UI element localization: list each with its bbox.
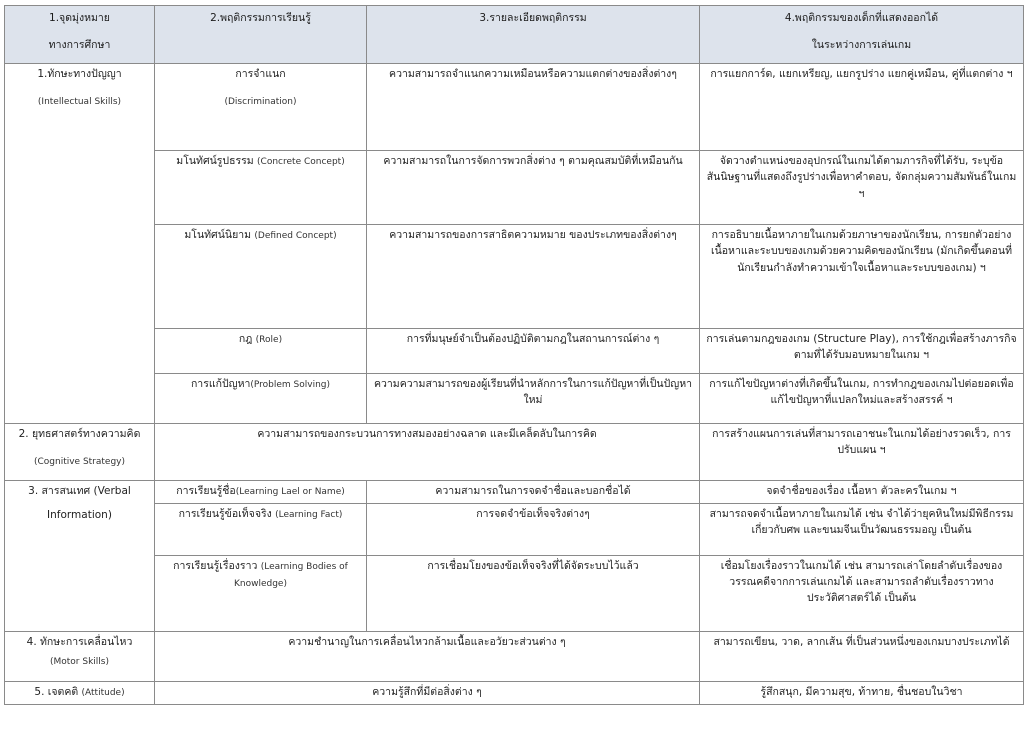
table-row xyxy=(5,503,1024,555)
detail-cell-merged: ความสามารถของกระบวนการทางสมองอย่างฉลาด และมีเคล็ดลับในการคิด xyxy=(155,424,700,481)
behavior-cell xyxy=(155,151,367,225)
behavior-cell xyxy=(155,481,367,504)
group-subtitle: (Attitude) xyxy=(81,687,125,698)
table-row xyxy=(5,555,1024,631)
learning-behavior-table xyxy=(4,5,1024,705)
behavior-cell xyxy=(155,225,367,329)
header-game-behavior xyxy=(700,6,1024,64)
group-title: 2. ยุทธศาสตร์ทางความคิด xyxy=(18,428,141,440)
header-col3-label: 3.รายละเอียดพฤติกรรม xyxy=(479,12,587,24)
header-educational-goal xyxy=(5,6,155,64)
header-col1-line2: ทางการศึกษา xyxy=(48,39,111,52)
behavior-cell xyxy=(155,555,367,631)
group-title: 5. เจตคติ xyxy=(34,685,79,698)
group-title: 4. ทักษะการเคลื่อนไหว xyxy=(26,635,133,648)
group-cell-motor xyxy=(5,631,155,681)
group-cell-verbal xyxy=(5,481,155,632)
header-behavior-detail xyxy=(367,6,700,64)
game-cell: เชื่อมโยงเรื่องราวในเกมได้ เช่น สามารถเล่าโดยลำดับเรื่องของวรรณคดีจากการเล่นเกมได้ และสามารถลำดับเรื่องราวทางประวัติศาสตร์ได้ เป็นต้น xyxy=(700,555,1024,631)
behavior-th: การแก้ปัญหา xyxy=(190,378,251,390)
detail-cell: ความสามารถในการจัดการพวกสิ่งต่าง ๆ ตามคุณสมบัติที่เหมือนกัน xyxy=(367,151,700,225)
table-row xyxy=(5,681,1024,704)
behavior-cell xyxy=(155,374,367,424)
game-cell: จัดวางตำแหน่งของอุปกรณ์ในเกมได้ตามภารกิจที่ได้รับ, ระบุข้อสันนิษฐานที่แสดงถึงรูปร่างเพื่อหาคำตอบ, จัดกลุ่มความสัมพันธ์ในเกม ฯ xyxy=(700,151,1024,225)
table-body xyxy=(5,64,1024,705)
table-row xyxy=(5,64,1024,151)
group-subtitle: Information) xyxy=(47,509,112,522)
header-learning-behavior xyxy=(155,6,367,64)
game-cell: การเล่นตามกฎของเกม (Structure Play), การใช้กฎเพื่อสร้างภารกิจตามที่ได้รับมอบหมายในเกม ฯ xyxy=(700,329,1024,374)
game-cell: การสร้างแผนการเล่นที่สามารถเอาชนะในเกมได้อย่างรวดเร็ว, การปรับแผน ฯ xyxy=(700,424,1024,481)
group-title: 1.ทักษะทางปัญญา xyxy=(37,68,122,80)
table-header xyxy=(5,6,1024,64)
detail-cell: ความสามารถของการสาธิตความหมาย ของประเภทของสิ่งต่างๆ xyxy=(367,225,700,329)
table-row xyxy=(5,631,1024,681)
header-row xyxy=(5,6,1024,64)
game-cell: สามารถจดจำเนื้อหาภายในเกมได้ เช่น จำได้ว่ายุคหินใหม่มีพิธีกรรมเกี่ยวกับศพ และขนมจีนเป็นวัฒนธรรมอญ เป็นต้น xyxy=(700,503,1024,555)
header-col4-line1: 4.พฤติกรรมของเด็กที่แสดงออกได้ xyxy=(784,12,939,24)
detail-cell: การเชื่อมโยงของข้อเท็จจริงที่ได้จัดระบบไว้แล้ว xyxy=(367,555,700,631)
group-cell-attitude xyxy=(5,681,155,704)
game-cell: การแยกการ์ด, แยกเหรียญ, แยกรูปร่าง แยกคู่เหมือน, คู่ที่แตกต่าง ฯ xyxy=(700,64,1024,151)
table-row xyxy=(5,329,1024,374)
group-cell-cognitive xyxy=(5,424,155,481)
game-cell: การแก้ไขปัญหาต่างที่เกิดขึ้นในเกม, การทำกฎของเกมไปต่อยอดเพื่อแก้ไขปัญหาที่แปลกใหม่และสร้างสรรค์ ฯ xyxy=(700,374,1024,424)
detail-cell-merged: ความชำนาญในการเคลื่อนไหวกล้ามเนื้อและอวัยวะส่วนต่าง ๆ xyxy=(155,631,700,681)
header-col2-label: 2.พฤติกรรมการเรียนรู้ xyxy=(210,12,311,24)
game-cell: การอธิบายเนื้อหาภายในเกมด้วยภาษาของนักเรียน, การยกตัวอย่างเนื้อหาและระบบของเกมด้วยความคิดของนักเรียน (มักเกิดขึ้นตอนที่นักเรียนกำลังทำความเข้าใจเนื้อหาและระบบของเกม) ฯ xyxy=(700,225,1024,329)
game-cell: สามารถเขียน, วาด, ลากเส้น ที่เป็นส่วนหนึ่งของเกมบางประเภทได้ xyxy=(700,631,1024,681)
table-row xyxy=(5,225,1024,329)
detail-cell-merged: ความรู้สึกที่มีต่อสิ่งต่าง ๆ xyxy=(155,681,700,704)
behavior-th: การเรียนรู้ข้อเท็จจริง xyxy=(178,507,272,520)
group-subtitle: (Cognitive Strategy) xyxy=(33,457,126,468)
behavior-th: มโนทัศน์รูปธรรม xyxy=(176,155,254,167)
header-col1-line1: 1.จุดมุ่งหมาย xyxy=(49,12,110,24)
behavior-en: (Learning Lael or Name) xyxy=(235,487,345,497)
behavior-cell xyxy=(155,503,367,555)
header-col4-line2: ในระหว่างการเล่นเกม xyxy=(811,39,912,52)
behavior-th: มโนทัศน์นิยาม xyxy=(184,229,252,241)
table-row xyxy=(5,424,1024,481)
behavior-en: (Concrete Concept) xyxy=(257,157,345,167)
table-row xyxy=(5,374,1024,424)
group-cell-intellectual xyxy=(5,64,155,424)
detail-cell: ความสามารถในการจดจำชื่อและบอกชื่อได้ xyxy=(367,481,700,504)
group-subtitle: (Intellectual Skills) xyxy=(37,97,122,108)
behavior-en: (Role) xyxy=(255,335,283,345)
detail-cell: ความสามารถจำแนกความเหมือนหรือความแตกต่างของสิ่งต่างๆ xyxy=(367,64,700,151)
game-cell: รู้สึกสนุก, มีความสุข, ท้าทาย, ชื่นชอบในวิชา xyxy=(700,681,1024,704)
behavior-en: (Learning Bodies of Knowledge) xyxy=(234,561,348,589)
behavior-th: การเรียนรู้เรื่องราว xyxy=(173,559,258,572)
behavior-en: (Defined Concept) xyxy=(254,231,337,241)
behavior-en: (Problem Solving) xyxy=(250,380,331,390)
game-cell: จดจำชื่อของเรื่อง เนื้อหา ตัวละครในเกม ฯ xyxy=(700,481,1024,504)
table-row xyxy=(5,481,1024,504)
table-row xyxy=(5,151,1024,225)
behavior-cell xyxy=(155,64,367,151)
behavior-en: (Learning Fact) xyxy=(275,509,343,520)
behavior-en: (Discrimination) xyxy=(224,97,297,108)
behavior-cell xyxy=(155,329,367,374)
detail-cell: การที่มนุษย์จำเป็นต้องปฏิบัติตามกฎในสถานการณ์ต่าง ๆ xyxy=(367,329,700,374)
behavior-th: การเรียนรู้ชื่อ xyxy=(176,485,236,497)
detail-cell: การจดจำข้อเท็จจริงต่างๆ xyxy=(367,503,700,555)
group-subtitle: (Motor Skills) xyxy=(49,657,109,668)
detail-cell: ความความสามารถของผู้เรียนที่นำหลักการในการแก้ปัญหาที่เป็นปัญหาใหม่ xyxy=(367,374,700,424)
group-title: 3. สารสนเทศ (Verbal xyxy=(28,485,131,497)
behavior-th: การจำแนก xyxy=(235,68,286,80)
behavior-th: กฎ xyxy=(238,333,253,345)
